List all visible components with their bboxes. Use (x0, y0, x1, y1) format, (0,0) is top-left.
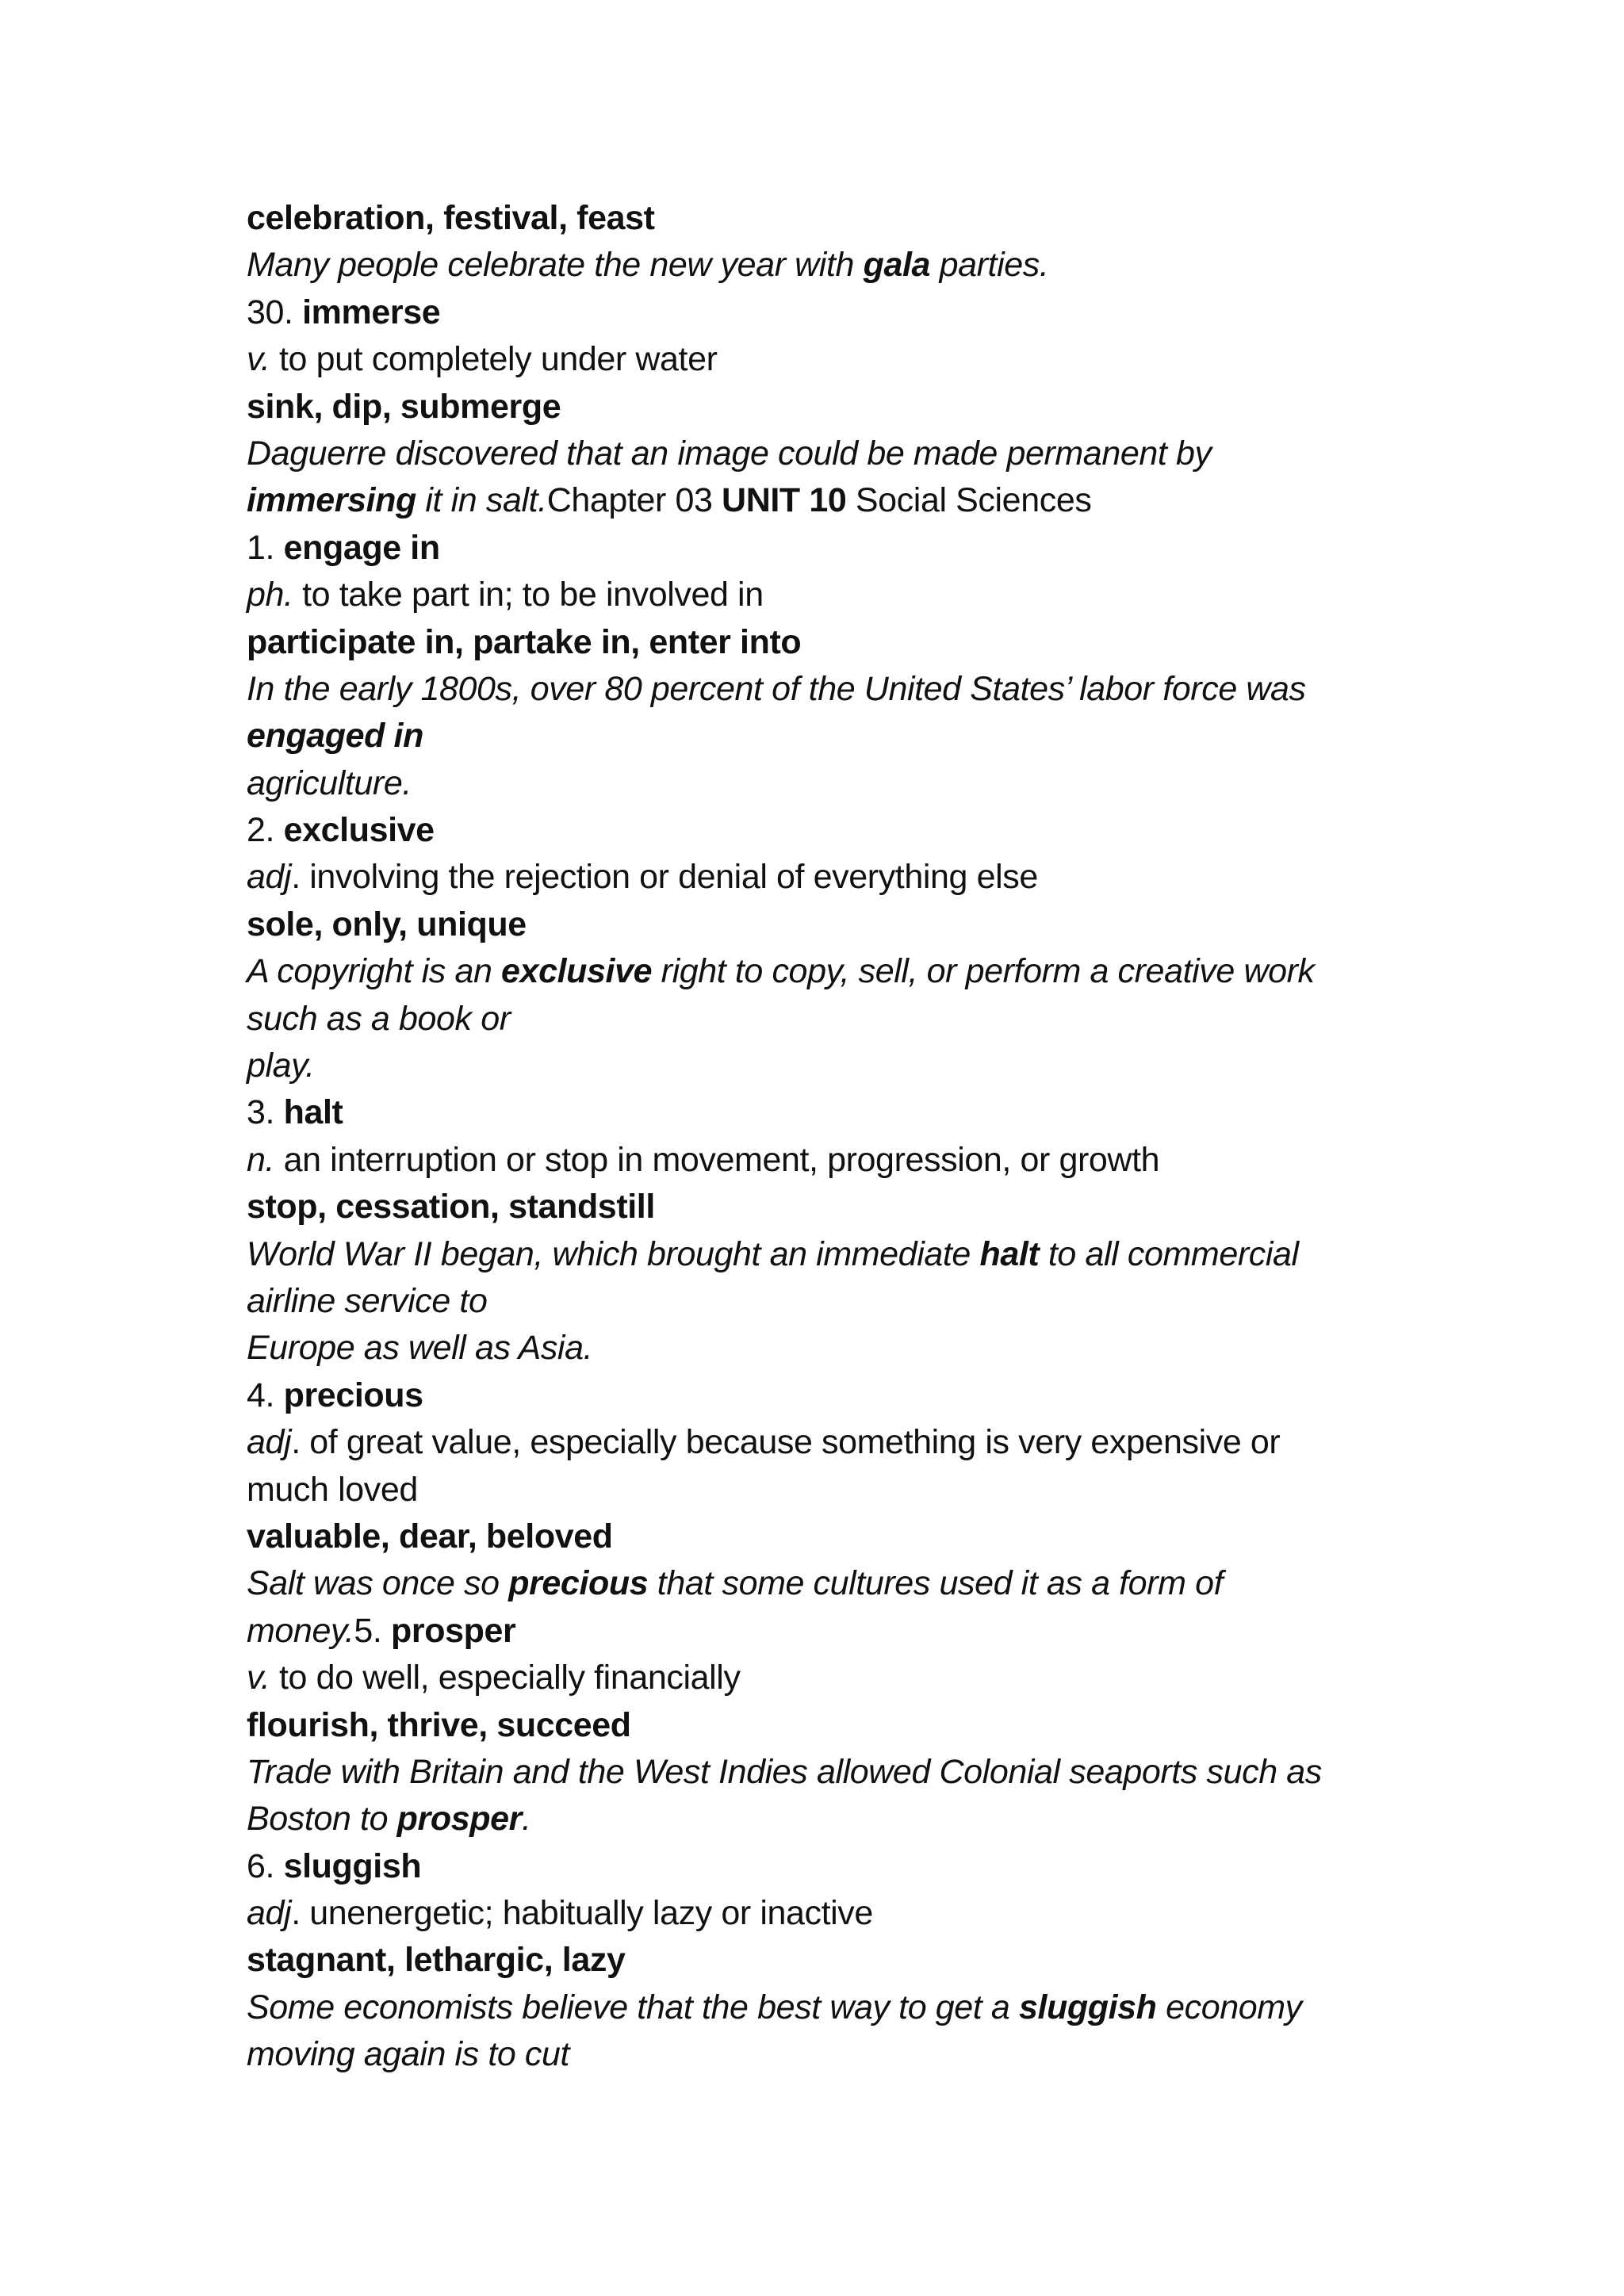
text-segment: engage in (283, 528, 440, 567)
text-segment: sluggish (283, 1846, 422, 1885)
text-line (247, 901, 1388, 948)
text-line (247, 948, 1388, 995)
text-line (247, 760, 1388, 807)
text-segment: ph. (247, 576, 293, 614)
text-line (247, 666, 1388, 713)
text-line (247, 1560, 1388, 1607)
text-segment: v. (247, 1659, 270, 1697)
text-segment: Some economists believe that the best way to get a (247, 1988, 1019, 2026)
text-line (247, 1655, 1388, 1701)
text-segment: 1. (247, 528, 284, 567)
text-line (247, 1843, 1388, 1890)
text-segment: agriculture. (247, 763, 412, 802)
text-line (247, 619, 1388, 666)
text-segment: 3. (247, 1093, 284, 1132)
text-segment: A copyright is an (247, 952, 502, 991)
text-segment: . (521, 1800, 531, 1839)
text-line (247, 1372, 1388, 1419)
text-line (247, 996, 1388, 1043)
text-segment: . involving the rejection or denial of everything else (291, 858, 1038, 897)
text-segment: to take part in; to be involved in (293, 576, 764, 614)
text-segment: Europe as well as Asia. (247, 1329, 593, 1368)
text-line (247, 1043, 1388, 1089)
text-segment: Chapter 03 (546, 481, 722, 520)
text-segment: 5. (354, 1611, 392, 1650)
text-line (247, 2031, 1388, 2078)
text-segment: exclusive (501, 952, 653, 991)
text-line (247, 1749, 1388, 1796)
text-segment: to do well, especially financially (270, 1659, 741, 1697)
text-segment: moving again is to cut (247, 2035, 570, 2074)
text-line (247, 1089, 1388, 1136)
text-line (247, 572, 1388, 618)
text-segment: precious (283, 1376, 423, 1414)
text-segment: immerse (302, 293, 441, 331)
text-segment: Trade with Britain and the West Indies allowed Colonial seaports such as (247, 1752, 1322, 1791)
text-segment: 4. (247, 1376, 284, 1414)
text-segment: engaged in (247, 717, 423, 756)
text-line (247, 1513, 1388, 1560)
text-segment: valuable, dear, beloved (247, 1517, 613, 1556)
text-line (247, 1325, 1388, 1372)
text-line (247, 1231, 1388, 1278)
text-segment: play. (247, 1047, 315, 1085)
text-segment: to all commercial (1039, 1234, 1299, 1273)
text-segment: that some cultures used it as a form of (648, 1564, 1224, 1603)
text-segment: airline service to (247, 1281, 488, 1320)
text-line (247, 525, 1388, 572)
text-segment: exclusive (283, 811, 435, 850)
text-segment: adj (247, 858, 292, 897)
text-line (247, 1984, 1388, 2031)
text-segment: v. (247, 340, 270, 379)
text-segment: halt (979, 1234, 1040, 1273)
text-segment: Daguerre discovered that an image could be made permanent by (247, 434, 1212, 473)
text-line (247, 477, 1388, 524)
text-segment: flourish, thrive, succeed (247, 1705, 631, 1744)
text-segment: . of great value, especially because something is very expensive or (291, 1423, 1281, 1462)
text-segment: immersing (247, 481, 416, 520)
text-segment: to put completely under water (270, 340, 718, 379)
document-page (247, 195, 1388, 2079)
text-line (247, 1137, 1388, 1184)
text-line (247, 1702, 1388, 1749)
text-line (247, 430, 1388, 477)
text-segment: much loved (247, 1470, 418, 1509)
text-line (247, 242, 1388, 289)
text-line (247, 854, 1388, 901)
text-segment: Many people celebrate the new year with (247, 246, 864, 285)
text-line (247, 289, 1388, 336)
text-segment: parties. (930, 246, 1049, 285)
text-segment: it in salt. (416, 481, 547, 520)
text-segment: 2. (247, 811, 284, 850)
text-segment: stagnant, lethargic, lazy (247, 1941, 626, 1980)
text-segment: 30. (247, 293, 303, 331)
text-segment: Salt was once so (247, 1564, 509, 1603)
text-segment: participate in, partake in, enter into (247, 622, 802, 661)
text-segment: Social Sciences (846, 481, 1092, 520)
text-segment: prosper (396, 1800, 522, 1839)
text-segment: such as a book or (247, 999, 511, 1038)
text-segment: n. (247, 1140, 275, 1179)
text-segment: In the early 1800s, over 80 percent of the United States’ labor force was (247, 669, 1306, 708)
text-segment: an interruption or stop in movement, progression, or growth (274, 1140, 1160, 1179)
text-line (247, 713, 1388, 760)
text-line (247, 1890, 1388, 1937)
text-segment: sluggish (1018, 1988, 1157, 2026)
text-segment: World War II began, which brought an immediate (247, 1234, 980, 1273)
text-segment: sole, only, unique (247, 905, 527, 943)
text-line (247, 195, 1388, 242)
text-segment: stop, cessation, standstill (247, 1188, 655, 1226)
text-segment: adj (247, 1423, 292, 1462)
text-segment: halt (283, 1093, 343, 1132)
text-line (247, 384, 1388, 430)
text-segment: gala (863, 246, 931, 285)
text-segment: adj (247, 1894, 292, 1933)
text-line (247, 1796, 1388, 1843)
text-segment: economy (1156, 1988, 1302, 2026)
text-line (247, 1184, 1388, 1230)
text-line (247, 1608, 1388, 1655)
text-line (247, 1467, 1388, 1513)
text-segment: precious (508, 1564, 649, 1603)
text-segment: celebration, festival, feast (247, 199, 655, 237)
text-segment: Boston to (247, 1800, 397, 1839)
text-segment: money. (247, 1611, 354, 1650)
text-segment: prosper (391, 1611, 516, 1650)
text-segment: right to copy, sell, or perform a creative work (652, 952, 1315, 991)
text-segment: . unenergetic; habitually lazy or inactive (291, 1894, 873, 1933)
text-line (247, 807, 1388, 854)
text-segment: 6. (247, 1846, 284, 1885)
text-line (247, 1419, 1388, 1466)
text-segment: UNIT 10 (722, 481, 847, 520)
text-segment: sink, dip, submerge (247, 387, 561, 426)
text-line (247, 1278, 1388, 1325)
text-line (247, 1937, 1388, 1984)
text-line (247, 336, 1388, 383)
